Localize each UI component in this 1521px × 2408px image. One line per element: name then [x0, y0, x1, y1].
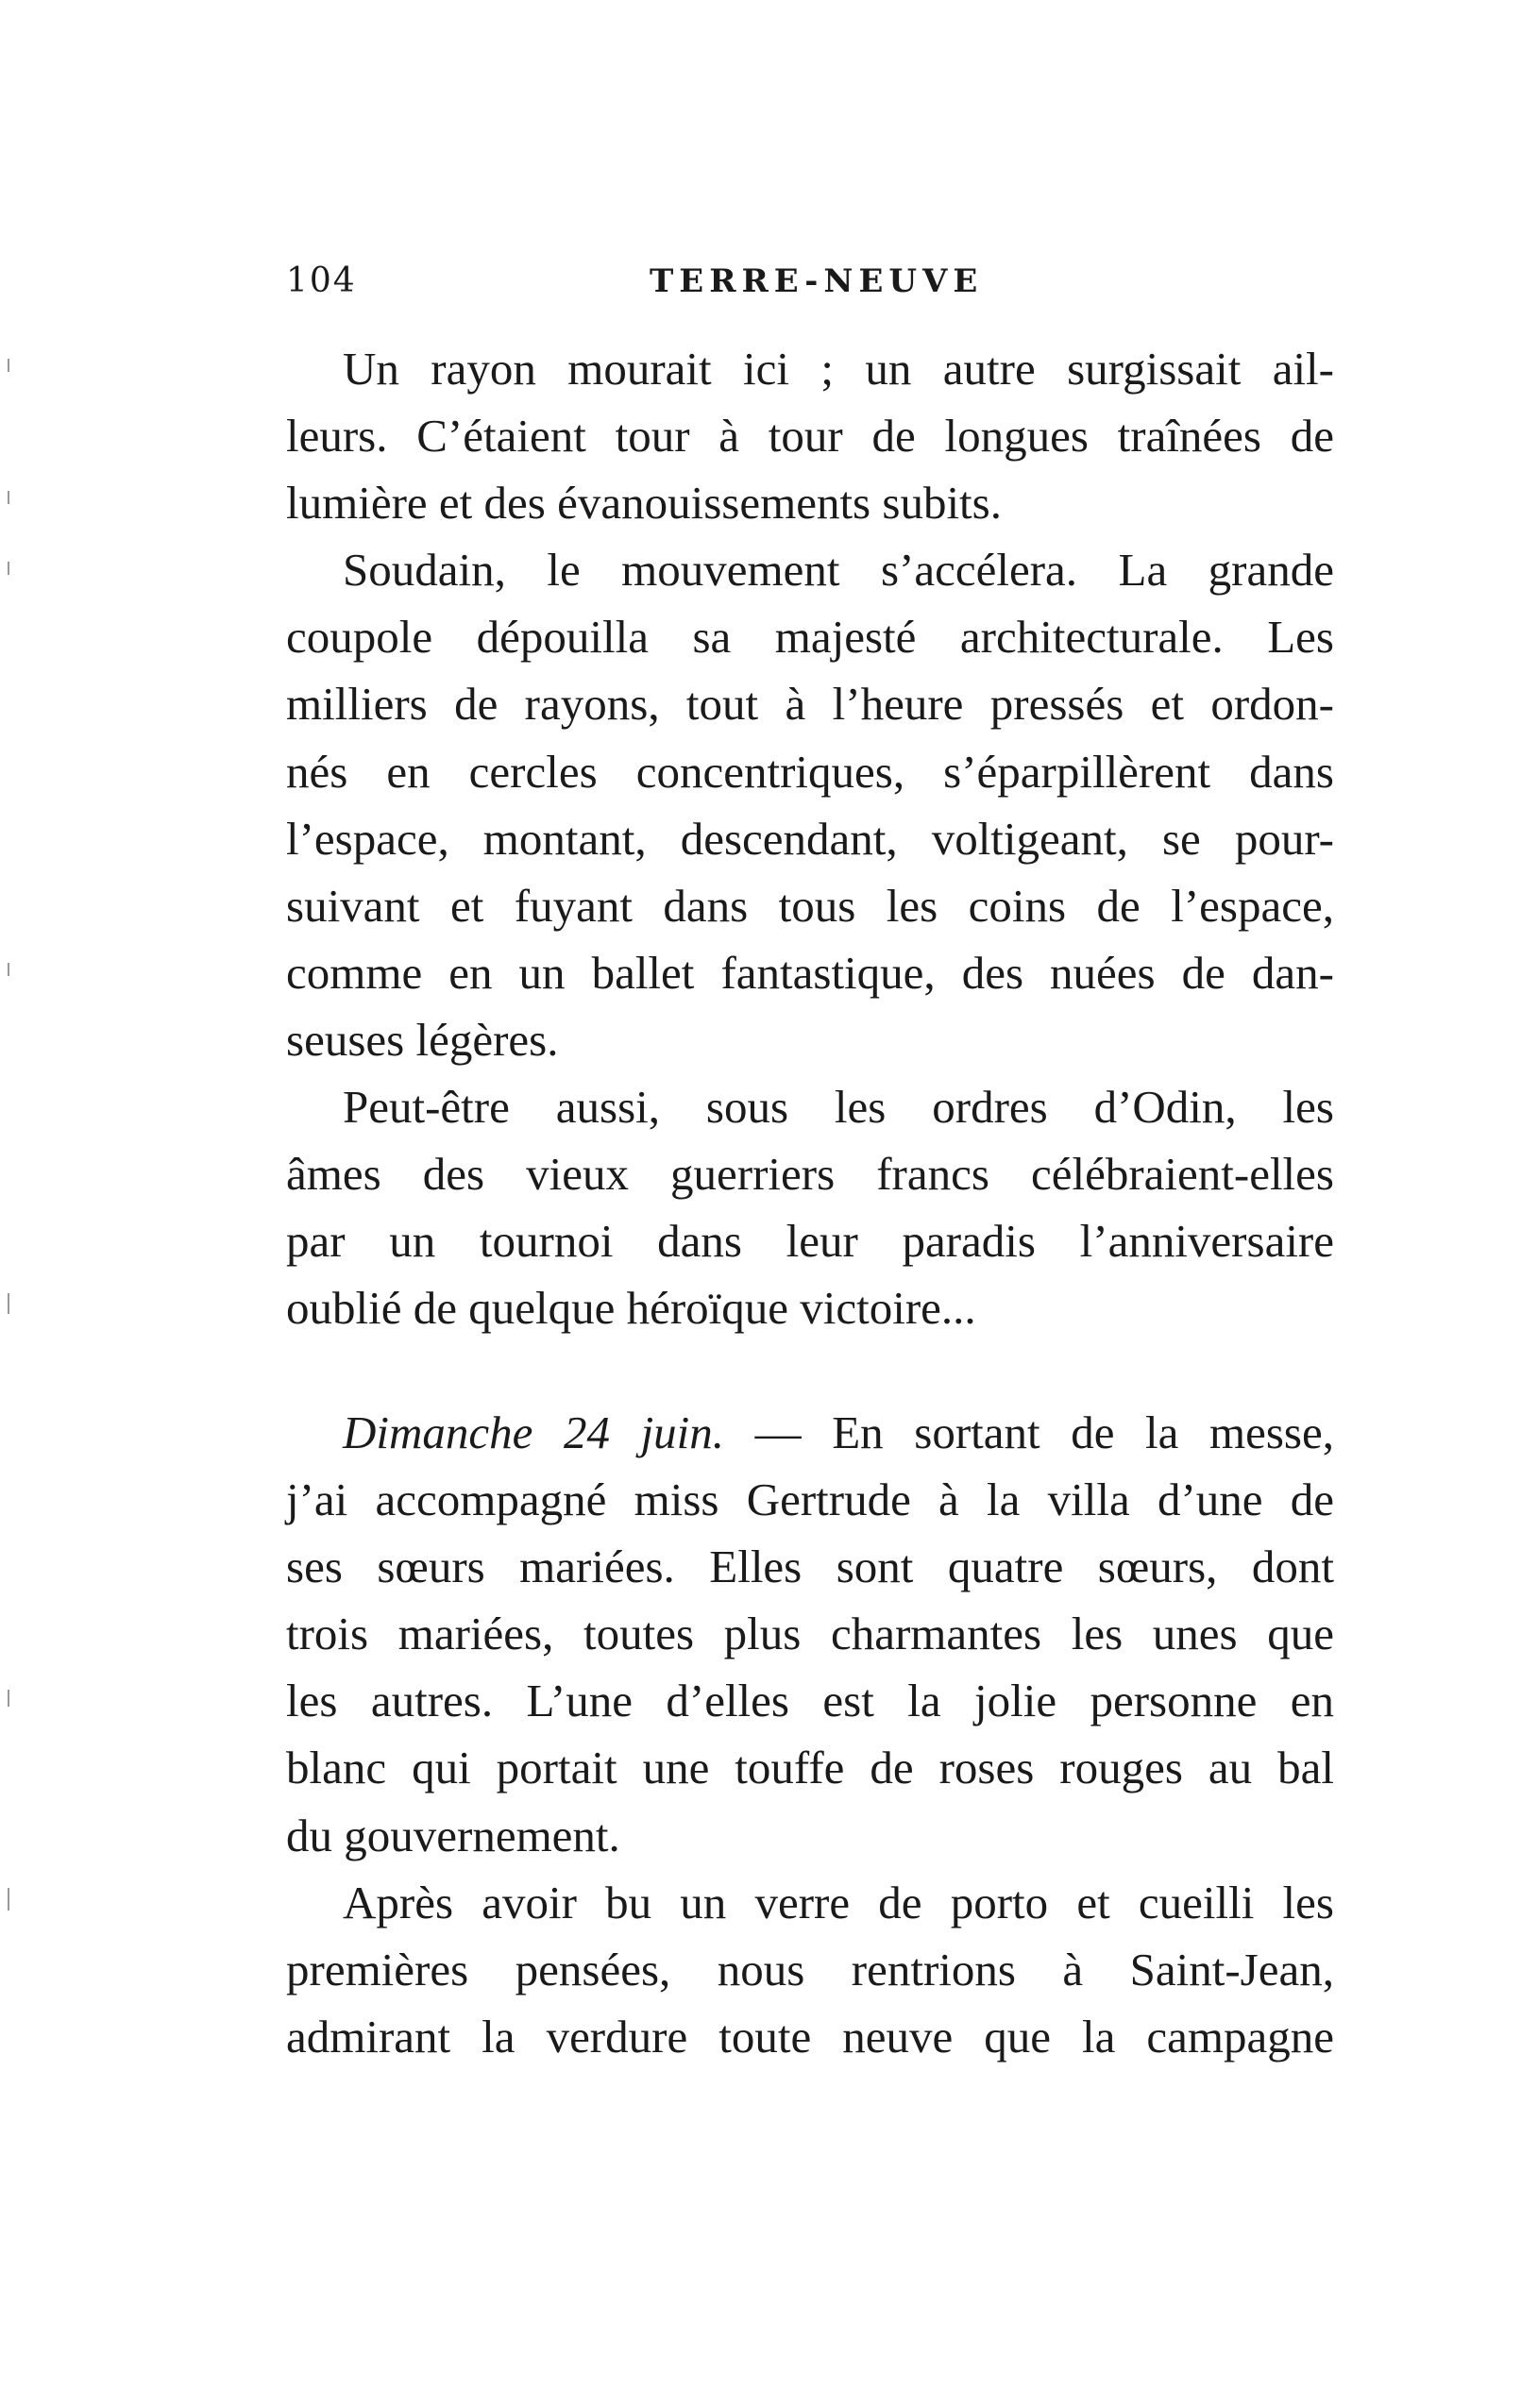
scan-mark — [8, 562, 9, 575]
text-line: milliers de rayons, tout à l’heure pressés et ordon- — [286, 678, 1334, 731]
page-header — [286, 253, 1334, 310]
diary-entry-first-line — [286, 1399, 1334, 1466]
text-line: les autres. L’une d’elles est la jolie personne en — [286, 1675, 1334, 1727]
text-line: lumière et des évanouissements subits. — [286, 477, 1002, 530]
scan-mark — [8, 1293, 9, 1314]
text-line: Soudain, le mouvement s’accélera. La grande — [343, 544, 1334, 597]
scan-mark — [8, 1690, 9, 1707]
text-line: comme en un ballet fantastique, des nuées de dan- — [286, 946, 1334, 999]
diary-date-label: Dimanche 24 juin. — [343, 1406, 725, 1458]
text-line: suivant et fuyant dans tous les coins de l’espace, — [286, 879, 1334, 932]
text-line: blanc qui portait une touffe de roses rouges au bal — [286, 1742, 1334, 1794]
scan-mark — [8, 963, 9, 976]
text-line: Après avoir bu un verre de porto et cueilli les — [343, 1876, 1334, 1928]
page-number: 104 — [286, 261, 357, 300]
text-line: âmes des vieux guerriers francs célébraient-elles — [286, 1148, 1334, 1201]
text-line: par un tournoi dans leur paradis l’anniversaire — [286, 1215, 1334, 1268]
text-line: ses sœurs mariées. Elles sont quatre sœurs, dont — [286, 1541, 1334, 1593]
text-line: nés en cercles concentriques, s’éparpillèrent dans — [286, 745, 1334, 798]
text-line: oublié de quelque héroïque victoire... — [286, 1282, 976, 1335]
diary-first-line-text: — En sortant de la messe, — [724, 1406, 1334, 1458]
text-line: Peut-être aussi, sous les ordres d’Odin, les — [343, 1081, 1334, 1134]
text-line: l’espace, montant, descendant, voltigeant, se pour- — [286, 812, 1334, 865]
text-line: premières pensées, nous rentrions à Saint-Jean, — [286, 1943, 1334, 1995]
text-line: du gouvernement. — [286, 1809, 620, 1861]
running-title: TERRE-NEUVE — [650, 262, 984, 300]
body-text-section-1 — [286, 335, 1334, 1341]
scan-mark — [8, 359, 9, 372]
scan-margin-marks — [8, 359, 11, 1963]
text-line: coupole dépouilla sa majesté architecturale. Les — [286, 611, 1334, 664]
text-line: trois mariées, toutes plus charmantes les unes que — [286, 1608, 1334, 1660]
scan-mark — [8, 1888, 9, 1911]
text-line: admirant la verdure toute neuve que la campagne — [286, 2010, 1334, 2063]
scan-mark — [8, 491, 9, 504]
text-line: Un rayon mourait ici ; un autre surgissait ail- — [343, 343, 1334, 395]
text-line: seuses légères. — [286, 1013, 559, 1066]
body-text-section-2 — [286, 1399, 1334, 2070]
text-line: leurs. C’étaient tour à tour de longues traînées de — [286, 410, 1334, 463]
text-line: j’ai accompagné miss Gertrude à la villa d’une de — [286, 1473, 1334, 1526]
